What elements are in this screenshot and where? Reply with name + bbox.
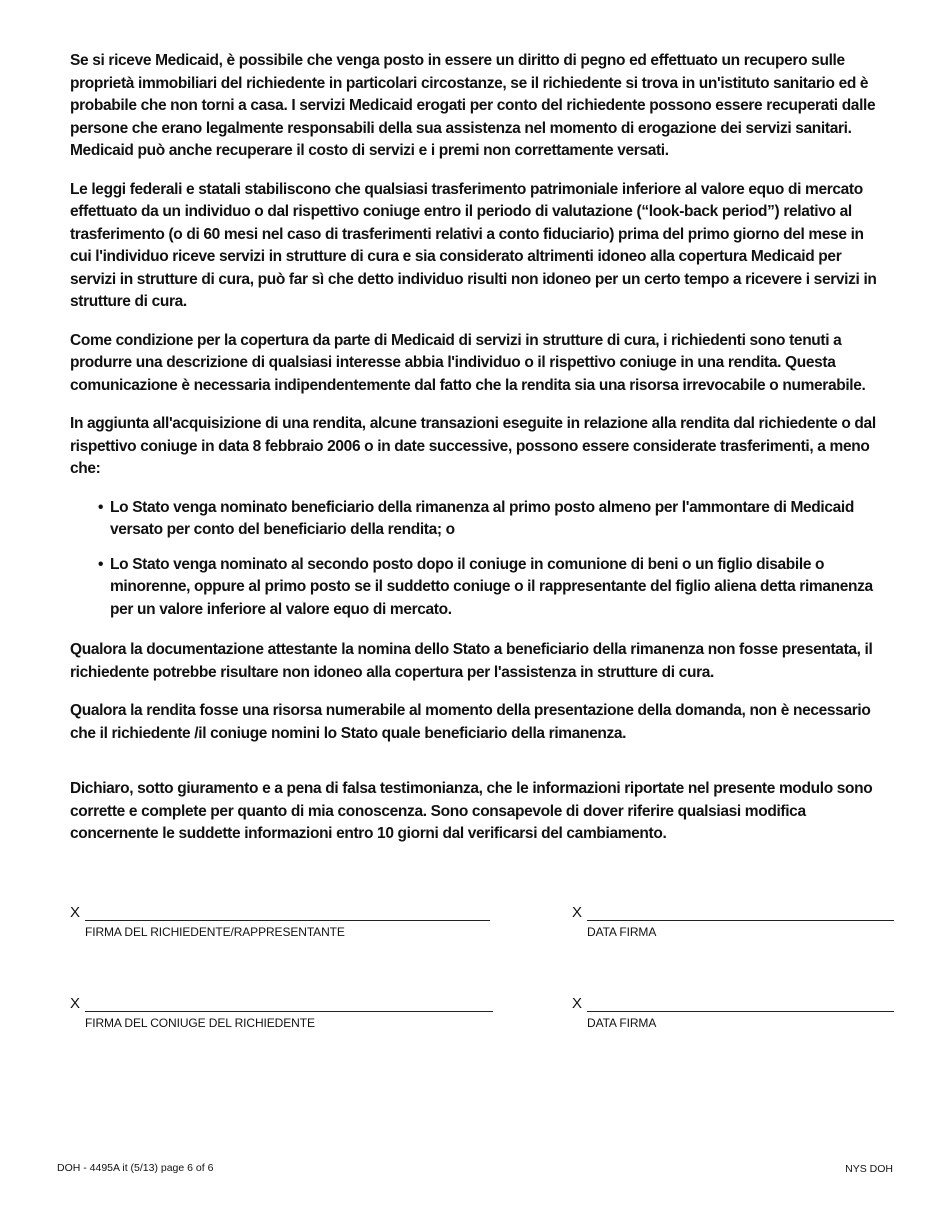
- agency-name: NYS DOH: [845, 1163, 893, 1175]
- spouse-signature-label: FIRMA DEL CONIUGE DEL RICHIEDENTE: [85, 1016, 315, 1030]
- date-line[interactable]: [587, 920, 894, 921]
- document-body: [70, 50, 885, 761]
- bullet-icon: •: [98, 498, 104, 516]
- bullet-icon: •: [98, 555, 104, 573]
- paragraph-transfer-rules: Le leggi federali e statali stabiliscono che qualsiasi trasferimento patrimoniale inferiore al valore equo di mercato effettuato da un individuo o dal rispettivo coniuge entro il periodo di valutazione (“look-back period”) relativo al trasferimento (o di 60 mesi nel caso di trasferimenti relativi a conto fiduciario) prima del primo giorno del mese in cui l'individuo riceve servizi in strutture di cura e sia considerato altrimenti idoneo alla copertura Medicaid per servizi in strutture di cura, può far sì che detto individuo risulti non idoneo per un certo tempo a ricevere i servizi in strutture di cura.: [70, 180, 877, 310]
- declaration-statement: Dichiaro, sotto giuramento e a pena di falsa testimonianza, che le informazioni riportate nel presente modulo sono corrette e complete per quanto di mia conoscenza. Sono consapevole di dover riferire qualsiasi modifica concernente le suddette informazioni entro 10 giorni dal verificarsi del cambiamento.: [70, 780, 873, 842]
- date-line[interactable]: [587, 1011, 894, 1012]
- signature-mark: X: [572, 904, 583, 921]
- paragraph-annuity-disclosure: Come condizione per la copertura da parte di Medicaid di servizi in strutture di cura, i richiedenti sono tenuti a produrre una descrizione di qualsiasi interesse abbia l'individuo o il rispettivo coniuge in una rendita. Questa comunicazione è necessaria indipendentemente dal fatto che la rendita sia una risorsa irrevocabile o numerabile.: [70, 331, 866, 394]
- applicant-signature-field[interactable]: [70, 904, 490, 944]
- signature-mark: X: [70, 904, 81, 921]
- applicant-date-field[interactable]: [572, 904, 894, 944]
- paragraph-lien-recovery: Se si riceve Medicaid, è possibile che venga posto in essere un diritto di pegno ed effettuato un recupero sulle proprietà immobiliari del richiedente in particolari circostanze, se il richiedente si trova in un'istituto sanitario ed è probabile che non torni a casa. I servizi Medicaid erogati per conto del richiedente possono essere recuperati dalle persone che erano legalmente responsabili della sua assistenza nel momento di erogazione dei servizi sanitari. Medicaid può anche recuperare il costo di servizi e i premi non correttamente versati.: [70, 52, 876, 159]
- list-item-text: Lo Stato venga nominato beneficiario della rimanenza al primo posto almeno per l'ammontare di Medicaid versato per conto del beneficiario della rendita; o: [110, 498, 855, 538]
- list-item: [98, 497, 885, 542]
- signature-mark: X: [70, 995, 81, 1012]
- spouse-date-label: DATA FIRMA: [587, 1016, 657, 1030]
- spouse-date-field[interactable]: [572, 995, 894, 1035]
- applicant-date-label: DATA FIRMA: [587, 925, 657, 939]
- spouse-signature-field[interactable]: [70, 995, 493, 1035]
- paragraph-countable-resource: Qualora la rendita fosse una risorsa numerabile al momento della presentazione della domanda, non è necessario che il richiedente /il coniuge nomini lo Stato quale beneficiario della rimanenza.: [70, 702, 871, 742]
- signature-line[interactable]: [85, 920, 490, 921]
- signature-mark: X: [572, 995, 583, 1012]
- paragraph-documentation: Qualora la documentazione attestante la nomina dello Stato a beneficiario della rimanenza non fosse presentata, il richiedente potrebbe risultare non idoneo alla copertura per l'assistenza in strutture di cura.: [70, 641, 873, 681]
- list-item: [98, 554, 885, 622]
- list-item-text: Lo Stato venga nominato al secondo posto dopo il coniuge in comunione di beni o un figlio disabile o minorenne, oppure al primo posto se il suddetto coniuge o il rappresentante del figlio aliena detta rimanenza per un valore inferiore al valore equo di mercato.: [110, 555, 873, 618]
- form-identifier: DOH - 4495A it (5/13) page 6 of 6: [57, 1162, 214, 1174]
- applicant-signature-label: FIRMA DEL RICHIEDENTE/RAPPRESENTANTE: [85, 925, 345, 939]
- remainder-beneficiary-list: [98, 497, 885, 622]
- paragraph-annuity-transactions: In aggiunta all'acquisizione di una rendita, alcune transazioni eseguite in relazione alla rendita dal richiedente o dal rispettivo coniuge in data 8 febbraio 2006 o in date successive, possono essere considerate trasferimenti, a meno che:: [70, 415, 876, 477]
- signature-line[interactable]: [85, 1011, 493, 1012]
